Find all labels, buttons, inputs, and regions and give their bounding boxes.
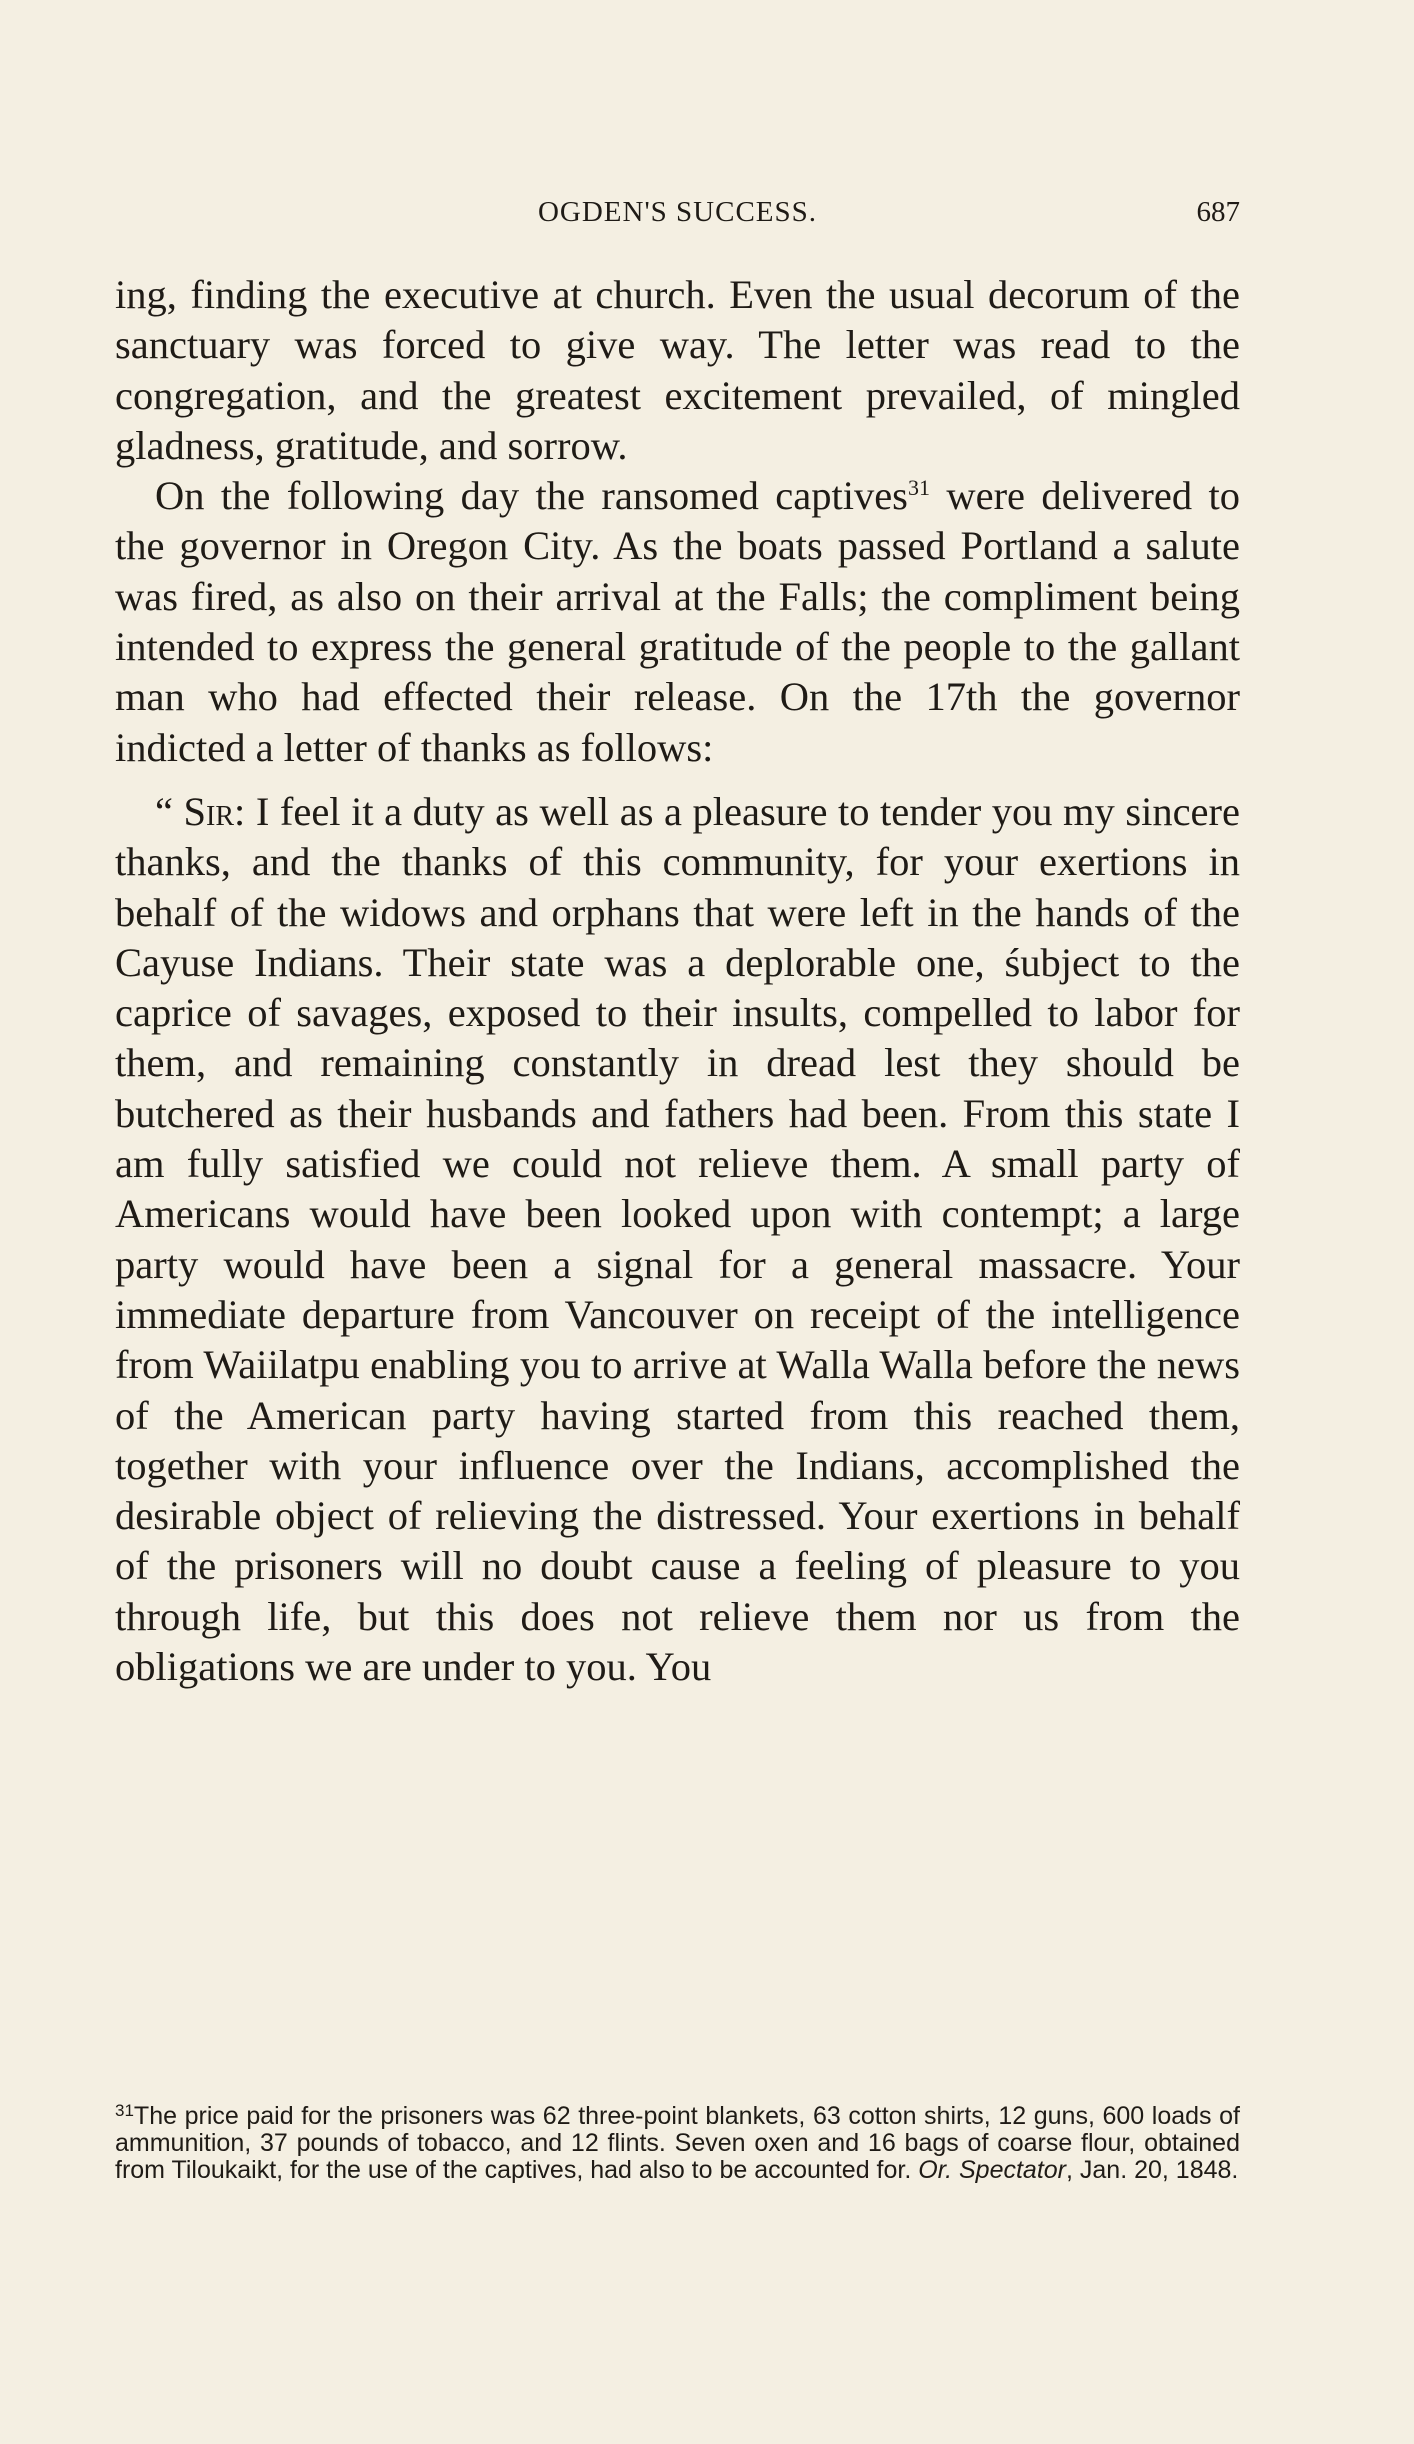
footnote-text-a: The price paid for the prisoners was 62 three-point blankets, 63 cotton shirts, 12 guns, 600 loads of ammunition, 37 pounds of tobacco, and 12 flints. Seven oxen and 16 bags of coarse flour, obtained from Tiloukaikt, for the use of the captives, had also to be accounted for. [115, 2102, 1240, 2184]
letter-paragraph [115, 787, 1240, 1692]
page-number: 687 [1196, 196, 1240, 228]
paragraph-2-text-a: On the following day the ransomed captives [155, 473, 908, 519]
letter-salutation: Sir [183, 788, 235, 834]
paragraph-2-text-b: were delivered to the governor in Oregon City. As the boats passed Portland a salute was fired, as also on their arrival at the Falls; the compliment being intended to express the general gratitude of the people to the gallant man who had effected their release. On the 17th the governor indicted a letter of thanks as follows: [115, 473, 1240, 770]
paragraph-1: ing, finding the executive at church. Even the usual decorum of the sanctuary was forced to give way. The letter was read to the congregation, and the greatest excitement prevailed, of mingled gladness, gratitude, and sorrow. [115, 272, 1240, 468]
paragraph-2 [115, 471, 1240, 773]
running-head [115, 196, 1240, 236]
footnote-text-b: , Jan. 20, 1848. [1066, 2156, 1239, 2184]
opening-quote: “ [155, 788, 184, 834]
letter-text: : I feel it a duty as well as a pleasure to tender you my sincere thanks, and the thanks of this community, for your exertions in behalf of the widows and orphans that were left in the hands of the Cayuse Indians. Their state was a deplorable one, śubject to the caprice of savages, exposed to their insults, compelled to labor for them, and remaining constantly in dread lest they should be butchered as their husbands and fathers had been. From this state I am fully satisfied we could not relieve them. A small party of Americans would have been looked upon with contempt; a large party would have been a signal for a general massacre. Your immediate departure from Vancouver on receipt of the intelligence from Waiilatpu enabling you to arrive at Walla Walla before the news of the American party having started from this reached them, together with your influence over the Indians, accomplished the desirable object of relieving the distressed. Your exertions in behalf of the prisoners will no doubt cause a feeling of pleasure to you through life, but this does not relieve them nor us from the obligations we are under to you. You [115, 788, 1240, 1690]
footnote [115, 2103, 1240, 2184]
page-title: OGDEN'S SUCCESS. [537, 196, 818, 228]
footnote-mark: 31 [115, 2101, 134, 2120]
footnote-reference: 31 [907, 475, 930, 501]
footnote-source: Or. Spectator [918, 2156, 1066, 2184]
body-text [115, 270, 1240, 1692]
